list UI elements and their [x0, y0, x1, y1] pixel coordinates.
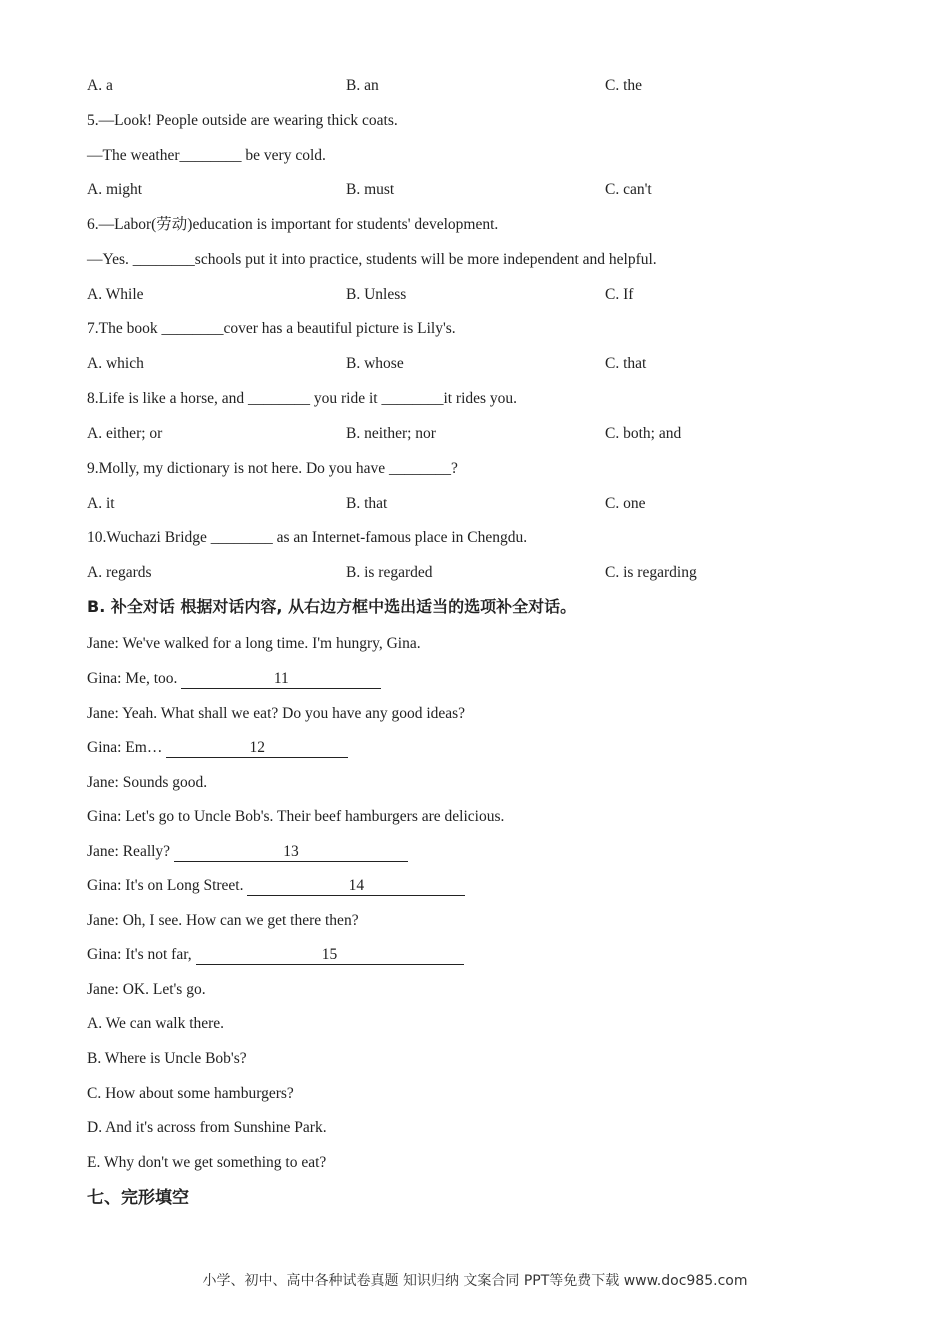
q8-line-1: 8.Life is like a horse, and ________ you ride it ________it rides you. [87, 390, 518, 407]
q8-option-b: B. neither; nor [346, 425, 436, 442]
dialogue-text: Gina: Em… [87, 739, 167, 756]
q9-option-c: C. one [605, 495, 646, 512]
dialogue-text: Gina: It's on Long Street. [87, 877, 248, 894]
section-b-heading: B. 补全对话 根据对话内容, 从右边方框中选出适当的选项补全对话。 [87, 597, 577, 616]
q7-option-b: B. whose [346, 355, 404, 372]
dialogue-line: Gina: Let's go to Uncle Bob's. Their beef hamburgers are delicious. [87, 808, 505, 825]
q6-option-c: C. If [605, 286, 634, 303]
section-7-heading: 七、完形填空 [87, 1188, 189, 1208]
option-c: C. How about some hamburgers? [87, 1085, 294, 1102]
answer-blank-15[interactable]: 15 [196, 946, 464, 965]
dialogue-line: Jane: Sounds good. [87, 774, 208, 791]
q9-option-b: B. that [346, 495, 388, 512]
q7-option-a: A. which [87, 355, 144, 372]
answer-blank-13[interactable]: 13 [174, 843, 408, 862]
q5-line-1: 5.—Look! People outside are wearing thick coats. [87, 112, 398, 129]
q10-option-a: A. regards [87, 564, 152, 581]
dialogue-line: Jane: OK. Let's go. [87, 981, 206, 998]
q6-option-b: B. Unless [346, 286, 407, 303]
dialogue-line: Jane: Yeah. What shall we eat? Do you have any good ideas? [87, 705, 466, 722]
q7-line-1: 7.The book ________cover has a beautiful picture is Lily's. [87, 320, 456, 337]
q5-option-c: C. can't [605, 181, 652, 198]
option-b: B. Where is Uncle Bob's? [87, 1050, 247, 1067]
answer-blank-14[interactable]: 14 [247, 877, 465, 896]
option-d: D. And it's across from Sunshine Park. [87, 1119, 327, 1136]
q6-line-1: 6.—Labor(劳动)education is important for students' development. [87, 216, 499, 233]
q5-option-a: A. might [87, 181, 143, 198]
answer-blank-12[interactable]: 12 [166, 739, 348, 758]
q8-option-c: C. both; and [605, 425, 682, 442]
q10-option-c: C. is regarding [605, 564, 697, 581]
dialogue-text: Jane: Really? [87, 843, 174, 860]
q6-line-2: —Yes. ________schools put it into practice, students will be more independent and helpful. [87, 251, 657, 268]
dialogue-line: Jane: Oh, I see. How can we get there then? [87, 912, 359, 929]
dialogue-line [87, 738, 348, 758]
q5-option-b: B. must [346, 181, 395, 198]
q9-option-a: A. it [87, 495, 115, 512]
q6-option-a: A. While [87, 286, 144, 303]
dialogue-line [87, 669, 381, 689]
q4-option-b: B. an [346, 77, 379, 94]
dialogue-line [87, 876, 465, 896]
dialogue-line [87, 945, 464, 965]
q7-option-c: C. that [605, 355, 647, 372]
option-e: E. Why don't we get something to eat? [87, 1154, 327, 1171]
option-a: A. We can walk there. [87, 1015, 225, 1032]
page-footer: 小学、初中、高中各种试卷真题 知识归纳 文案合同 PPT等免费下载 www.doc985.com [202, 1273, 748, 1289]
q4-option-c: C. the [605, 77, 643, 94]
q8-option-a: A. either; or [87, 425, 163, 442]
dialogue-text: Gina: It's not far, [87, 946, 196, 963]
q9-line-1: 9.Molly, my dictionary is not here. Do you have ________? [87, 460, 458, 477]
q5-line-2: —The weather________ be very cold. [87, 147, 326, 164]
q10-line-1: 10.Wuchazi Bridge ________ as an Internet-famous place in Chengdu. [87, 529, 528, 546]
answer-blank-11[interactable]: 11 [181, 670, 381, 689]
q4-option-a: A. a [87, 77, 113, 94]
dialogue-line: Jane: We've walked for a long time. I'm hungry, Gina. [87, 635, 421, 652]
q10-option-b: B. is regarded [346, 564, 433, 581]
dialogue-line [87, 842, 408, 862]
dialogue-text: Gina: Me, too. [87, 670, 182, 687]
